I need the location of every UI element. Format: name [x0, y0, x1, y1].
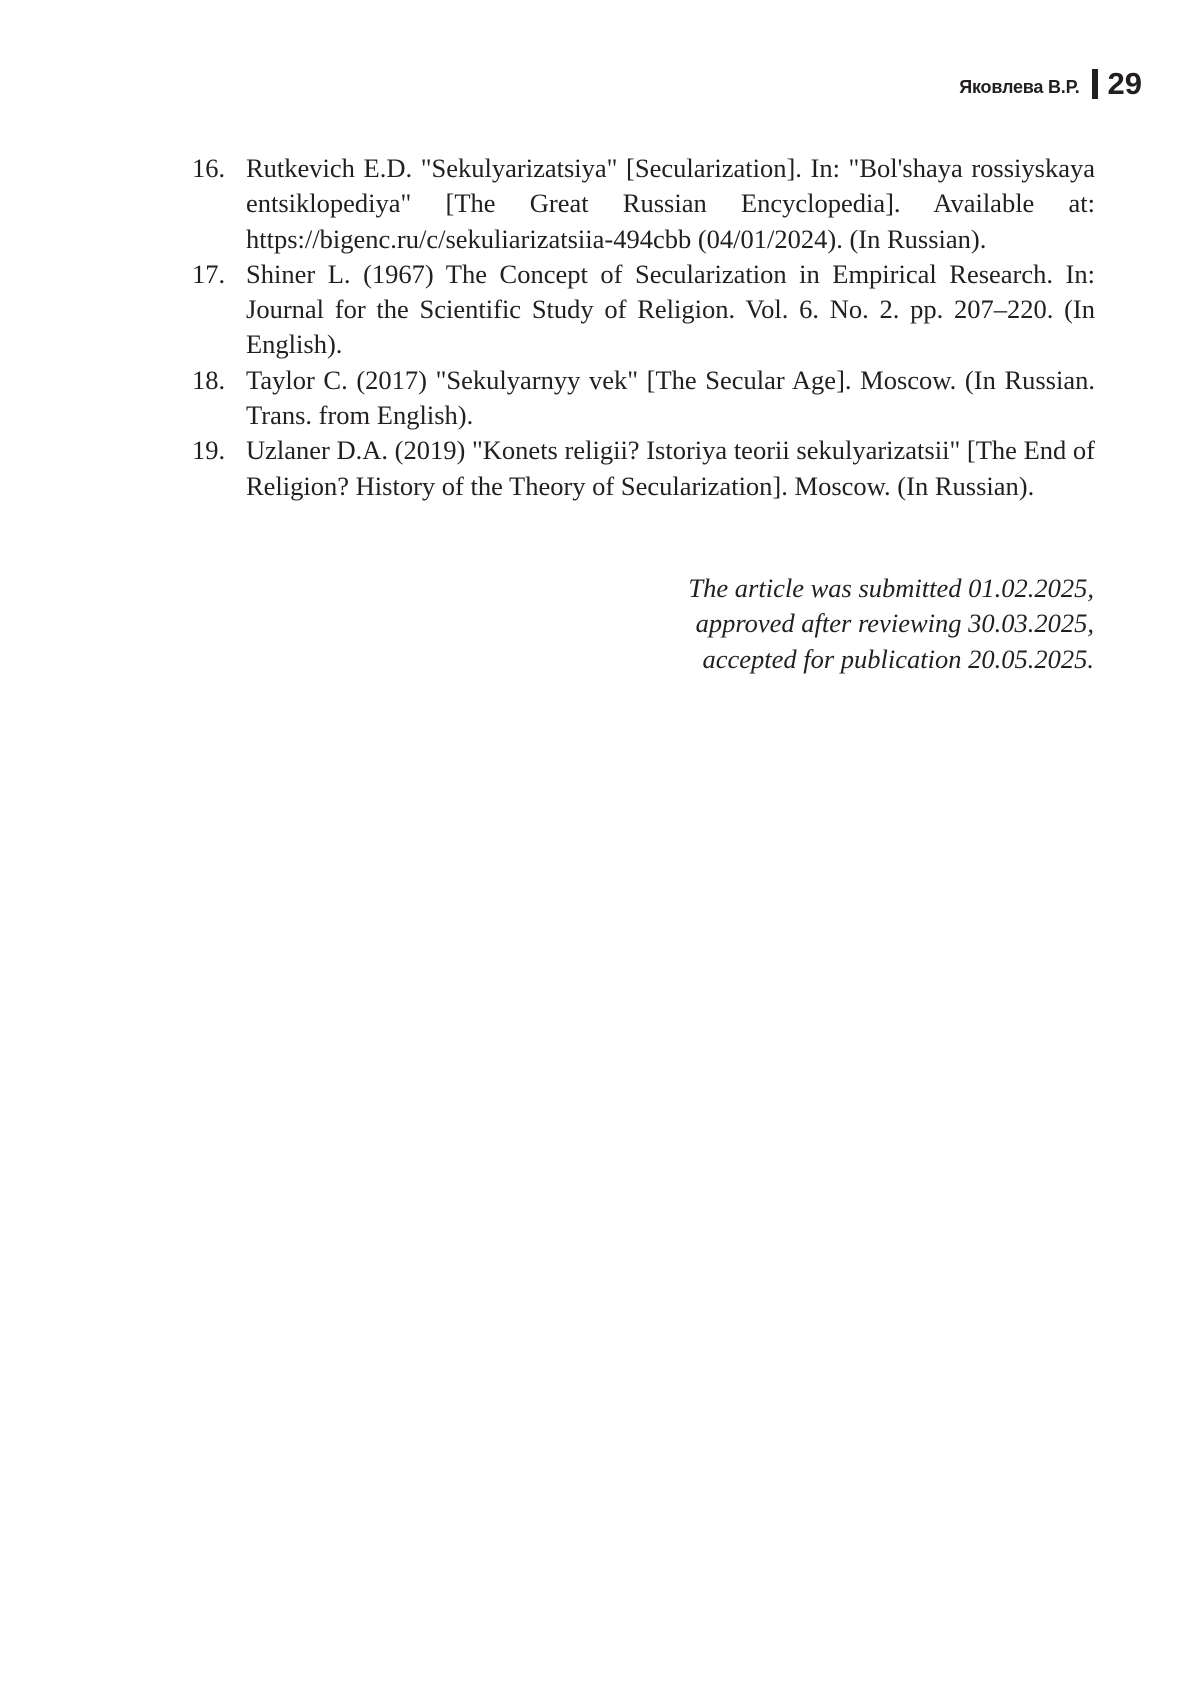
header-author: Яковлева В.Р. [959, 76, 1080, 97]
reference-number: 16. [192, 153, 226, 183]
running-header [959, 66, 1142, 102]
reference-text: Shiner L. (1967) The Concept of Secularization in Empirical Research. In: Journal for the Scientific Study of Religion. Vol. 6. No. 2. pp. 207–220. (In English). [246, 258, 1095, 360]
approved-date-line: approved after reviewing 30.03.2025, [695, 608, 1094, 639]
reference-number: 18. [192, 364, 226, 395]
reference-list [192, 151, 1095, 504]
reference-number: 19. [192, 435, 226, 466]
reference-item-19 [192, 433, 1095, 504]
reference-text: Rutkevich E.D. "Sekulyarizatsiya" [Secularization]. In: "Bol'shaya rossiyskaya entsiklopediya" [The Great Russian Encyclopedia]. Available at: https://bigenc.ru/c/sekuliarizatsiia-494cbb (04/01/2024). (In Russian). [246, 153, 1095, 254]
submitted-date-line: The article was submitted 01.02.2025, [688, 573, 1094, 603]
submission-dates [688, 571, 1094, 677]
reference-item-17 [192, 257, 1095, 363]
accepted-date-line: accepted for publication 20.05.2025. [702, 643, 1094, 674]
page-number: 29 [1107, 66, 1142, 101]
reference-item-18 [192, 363, 1095, 434]
reference-number: 17. [192, 258, 226, 289]
header-divider-bar [1092, 69, 1098, 99]
reference-text: Uzlaner D.A. (2019) "Konets religii? Istoriya teorii sekulyarizatsii" [The End of Religion? History of the Theory of Secularization]. Moscow. (In Russian). [246, 435, 1095, 501]
reference-item-16 [192, 151, 1095, 257]
reference-text: Taylor C. (2017) "Sekulyarnyy vek" [The Secular Age]. Moscow. (In Russian. Trans. from English). [246, 364, 1095, 431]
